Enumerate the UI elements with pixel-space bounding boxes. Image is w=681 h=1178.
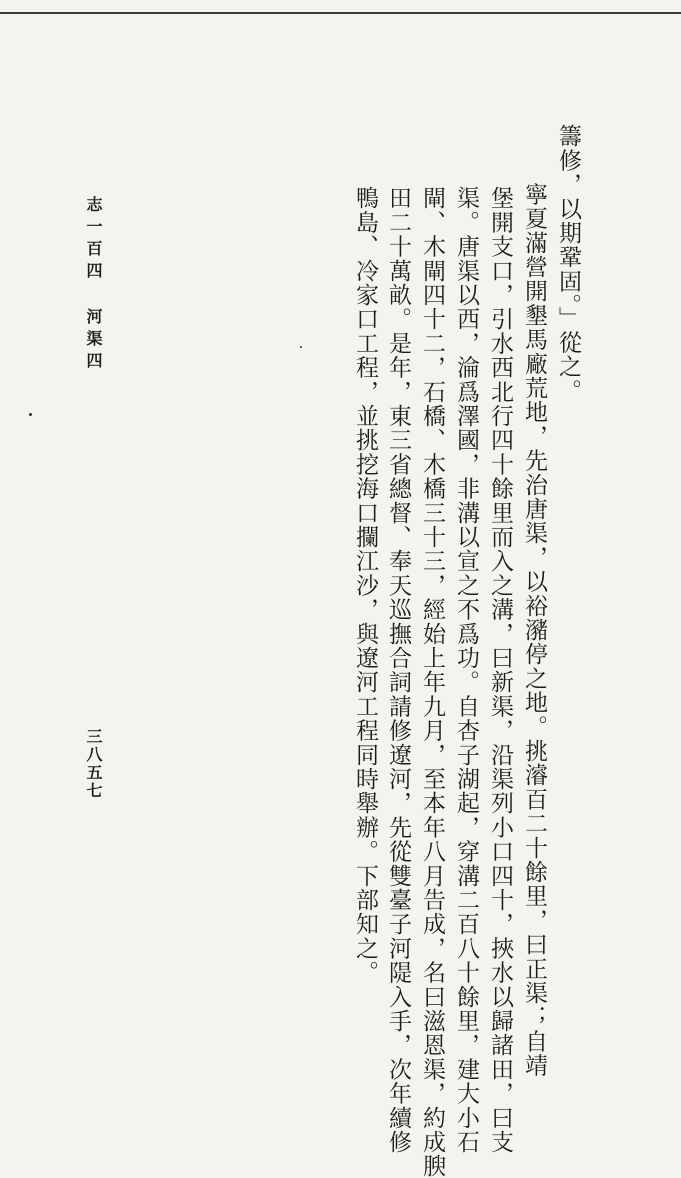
text-column-7: 鴨島、冷家口工程，並挑挖海口攔江沙，與遼河工程同時舉辦。下部知之。: [352, 186, 378, 985]
running-head: [85, 196, 101, 374]
text-column-3: 堡開支口，引水西北行四十餘里而入之溝，曰新渠，沿渠列小口四十，挾水以歸諸田，曰支: [487, 186, 513, 1154]
running-head-volume: 志一百四: [84, 196, 103, 284]
scan-speck: [300, 346, 302, 348]
text-column-4: 渠。唐渠以西，淪爲澤國，非溝以宣之不爲功。自杏子湖起，穿溝二百八十餘里，建大小石: [453, 186, 479, 1154]
page-number: 三八五七: [84, 728, 103, 800]
page-top-rule: [0, 12, 681, 14]
text-column-5: 閘、木閘四十二，石橋、木橋三十三，經始上年九月，至本年八月告成，名曰滋恩渠，約成腴: [419, 186, 445, 1178]
scan-speck: [29, 413, 32, 416]
text-column-2: 寧夏滿營開墾馬廠荒地，先治唐渠，以裕瀦停之地。挑濬百二十餘里，曰正渠；自靖: [521, 158, 547, 1078]
text-column-6: 田二十萬畝。是年，東三省總督、奉天巡撫合詞請修遼河，先從雙臺子河隄入手，次年續修: [385, 186, 411, 1154]
running-head-section: 河渠四: [84, 308, 103, 374]
text-column-1: 籌修，以期鞏固。」從之。: [555, 124, 581, 403]
